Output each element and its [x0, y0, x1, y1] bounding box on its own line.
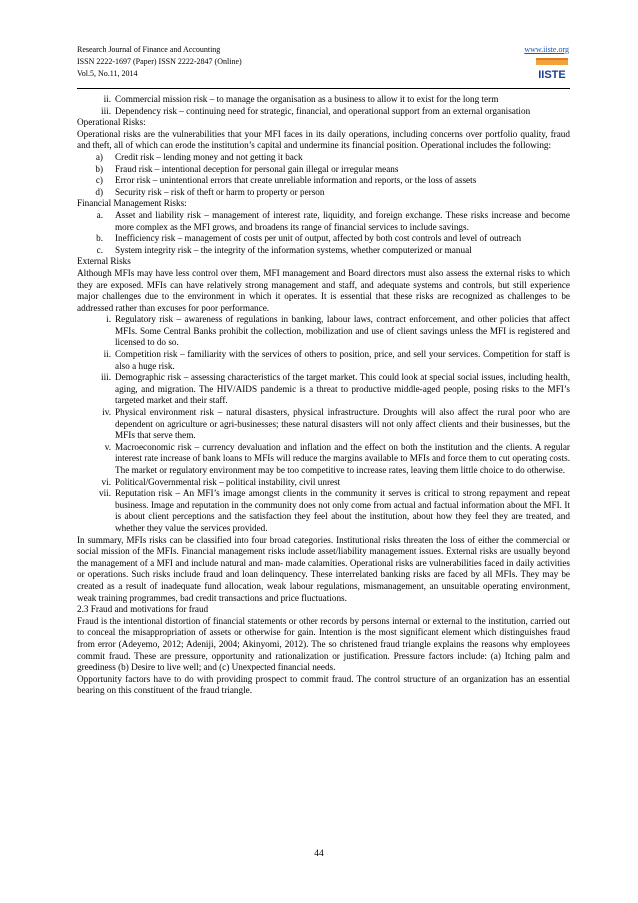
list-item: v. Macroeconomic risk – currency devaluation and inflation and the effect on both the institution and the clients. A regular interest rate increase of bank loans to MFIs will reduce the margins available to MFIs and force them to cut operating costs. The market or regulatory environment may be too competitive to increase rates, leaving them little choice to do otherwise.	[104, 441, 570, 475]
logo-text: IISTE	[538, 69, 566, 81]
list-item: c. System integrity risk – the integrity of the information systems, whether computerized or manual	[96, 244, 472, 255]
paragraph-operational: Operational risks are the vulnerabilities that your MFI faces in its daily operations, including concerns over portfolio quality, fraud and theft, all of which can erode the institution’s capital and undermine its financial position. Operational includes the following:	[77, 128, 570, 151]
list-item: a) Credit risk – lending money and not getting it back	[95, 151, 303, 162]
section-heading-operational: Operational Risks:	[77, 117, 146, 128]
paragraph-fraud-definition: Fraud is the intentional distortion of financial statements or other records by persons internal or external to the institution, carried out to conceal the misappropriation of assets or otherwise for gain. Intention is the most significant element which distinguishes fraud from error (Adeyemo, 2012; Adeniji, 2004; Akinyomi, 2012). The so christened fraud triangle explains the reasons why employees commit fraud. These are pressure, opportunity and rationalization or justification. Pressure factors include: (a) Itching palm and greediness (b) Desire to live well; and (c) Unexpected financial needs.	[77, 615, 570, 673]
list-item: ii. Commercial mission risk – to manage the organisation as a business to allow it to exist for the long term	[103, 94, 499, 104]
list-item: b) Fraud risk – intentional deception for personal gain illegal or irregular means	[95, 163, 399, 174]
list-item: b. Inefficiency risk – management of costs per unit of output, affected by both cost controls and level of outreach	[96, 233, 522, 244]
section-heading-external: External Risks	[77, 256, 131, 267]
list-item: a. Asset and liability risk – management of interest rate, liquidity, and foreign exchange. These risks increase and become more complex as the MFI grows, and broadens its range of financial services to include savings.	[96, 209, 570, 232]
list-item: d) Security risk – risk of theft or harm to property or person	[95, 186, 325, 197]
paragraph-fraud-opportunity: Opportunity factors have to do with providing prospect to commit fraud. The control structure of an organization has an essential bearing on this constituent of the fraud triangle.	[77, 673, 570, 696]
volume-line: Vol.5, No.11, 2014	[77, 69, 138, 78]
header-rule	[77, 88, 570, 89]
page-number: 44	[314, 849, 324, 859]
journal-url-link[interactable]: www.iiste.org	[524, 45, 569, 54]
body-content	[77, 94, 570, 697]
iiste-logo	[534, 57, 570, 83]
section-heading-fraud: 2.3 Fraud and motivations for fraud	[77, 604, 209, 615]
journal-title: Research Journal of Finance and Accounting	[77, 45, 221, 54]
list-item: iv. Physical environment risk – natural disasters, physical infrastructure. Droughts will also affect the rural poor who are dependent on agriculture or agri-businesses; these natural disasters will not only affect clients and their businesses, but the MFIs that serve them.	[102, 407, 570, 441]
list-item: c) Error risk – unintentional errors that create unreliable information and reports, or the loss of assets	[95, 175, 477, 186]
list-item: iii. Demographic risk – assessing characteristics of the target market. This could look at special social issues, including health, aging, and migration. The HIV/AIDS pandemic is a threat to productive middle-aged people, posing risks to the MFI’s targeted market and their staff.	[101, 372, 570, 406]
list-item: vii. Reputation risk – An MFI’s image amongst clients in the community it serves is critical to strong repayment and repeat business. Image and reputation in the community does not only come from actual and factual information about the MFI. It is about client perceptions and the satisfaction they feel about the institution, about how they feel they are treated, and whether they value the services provided.	[99, 488, 570, 533]
issn-line: ISSN 2222-1697 (Paper) ISSN 2222-2847 (Online)	[77, 57, 242, 66]
paragraph-external: Although MFIs may have less control over them, MFI management and Board directors must also assess the external risks to which they are exposed. MFIs can have relatively strong management and staff, and adequate systems and controls, but still experience major challenges due to the environment in which it operates. It is essential that these risks are recognized as challenges to be addressed rather than excuses for poor performance.	[77, 267, 570, 313]
list-item: ii. Competition risk – familiarity with the services of others to position, price, and sell your services. Competition for staff is also a huge risk.	[103, 349, 570, 371]
list-item: i. Regulatory risk – awareness of regulations in banking, labour laws, contract enforcement, and other policies that affect MFIs. Some Central Banks prohibit the collection, mobilization and use of client savings unless the MFI is registered and licensed to do so.	[106, 314, 570, 348]
list-item: iii. Dependency risk – continuing need for strategic, financial, and operational support from an external organisation	[101, 105, 531, 116]
section-heading-financial: Financial Management Risks:	[77, 198, 187, 209]
list-item: vi. Political/Governmental risk – political instability, civil unrest	[101, 476, 341, 487]
paragraph-summary: In summary, MFIs risks can be classified into four broad categories. Institutional risks threaten the loss of either the commercial or social mission of the MFIs. Financial management risks include asset/liability management issues. External risks are usually beyond the management of a MFI and include natural and man- made calamities. Operational risks are vulnerabilities faced in daily activities or operations. Such risks include fraud and loan delinquency. These interrelated banking risks are faced by all MFIs. They may be created as a result of inadequate fund allocation, weak labour regulations, mismanagement, an unsuitable operating environment, weak training programmes, bad credit transactions and price fluctuations.	[77, 534, 570, 603]
